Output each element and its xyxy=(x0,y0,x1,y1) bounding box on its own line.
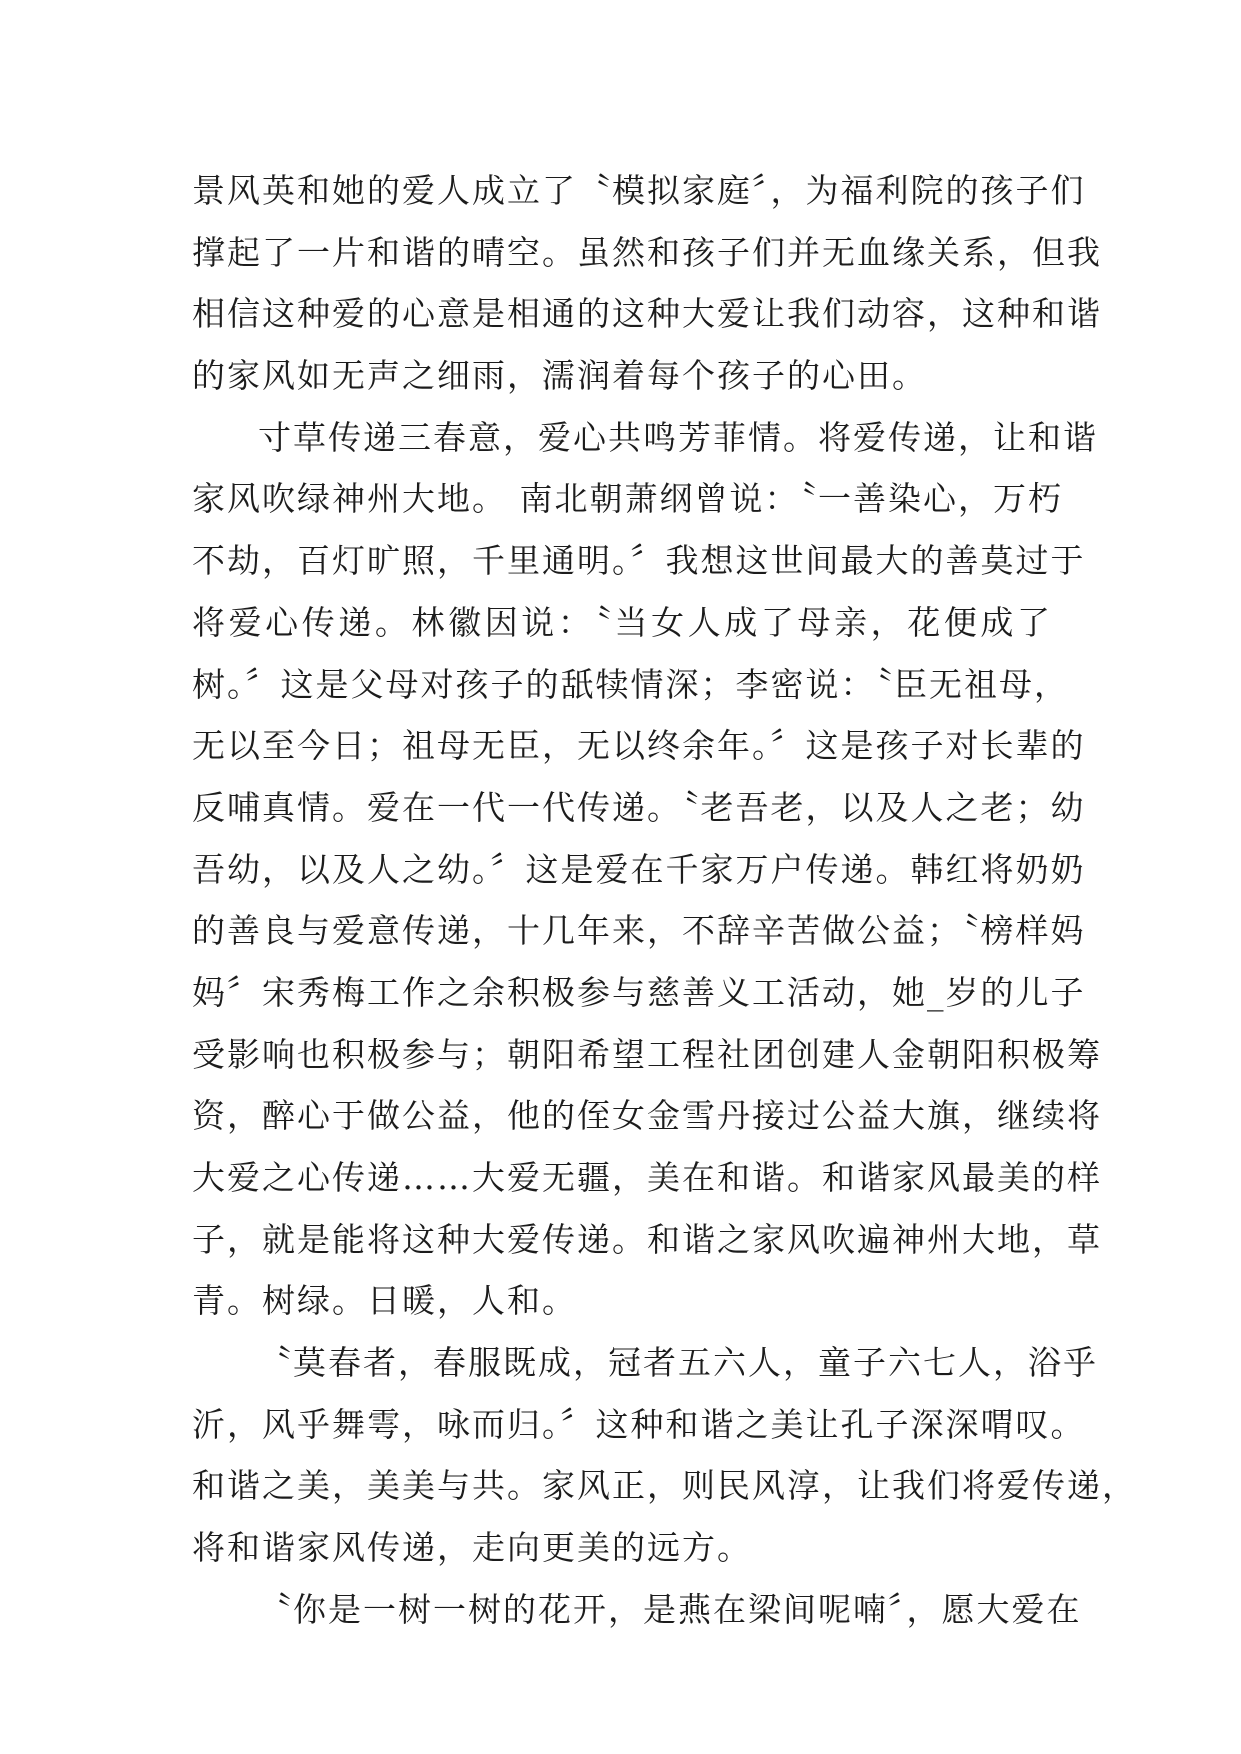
text-line: 受影响也积极参与；朝阳希望工程社团创建人金朝阳积极筹 xyxy=(192,1034,1102,1074)
text-line: 子，就是能将这种大爱传递。和谐之家风吹遍神州大地，草 xyxy=(192,1219,1102,1259)
text-line: 的善良与爱意传递，十几年来，不辞辛苦做公益；〝榜样妈 xyxy=(192,911,1086,951)
text-line: 撑起了一片和谐的晴空。虽然和孩子们并无血缘关系，但我 xyxy=(192,232,1102,272)
text-line: 沂，风乎舞雩，咏而归。〞这种和谐之美让孔子深深喟叹。 xyxy=(192,1404,1086,1444)
text-line: 妈〞宋秀梅工作之余积极参与慈善义工活动，她_岁的儿子 xyxy=(192,972,1086,1012)
text-line: 将和谐家风传递，走向更美的远方。 xyxy=(192,1528,752,1568)
body-text xyxy=(192,160,1137,1641)
text-line: 家风吹绿神州大地。 南北朝萧纲曾说：〝一善染心，万朽 xyxy=(192,479,1063,519)
text-line: 资，醉心于做公益，他的侄女金雪丹接过公益大旗，继续将 xyxy=(192,1096,1102,1136)
paragraph-first-line: 寸草传递三春意，爱心共鸣芳菲情。将爱传递，让和谐 xyxy=(258,417,1098,457)
text-line: 无以至今日；祖母无臣，无以终余年。〞这是孩子对长辈的 xyxy=(192,726,1086,766)
text-line: 将爱心传递。林徽因说：〝当女人成了母亲，花便成了 xyxy=(192,602,1052,642)
text-line: 反哺真情。爱在一代一代传递。〝老吾老，以及人之老；幼 xyxy=(192,787,1086,827)
text-line: 青。树绿。日暖，人和。 xyxy=(192,1281,577,1321)
paragraph-first-line: 〝你是一树一树的花开，是燕在梁间呢喃〞，愿大爱在 xyxy=(258,1589,1082,1629)
paragraph-first-line: 〝莫春者，春服既成，冠者五六人，童子六七人，浴乎 xyxy=(258,1343,1098,1383)
text-line: 的家风如无声之细雨，濡润着每个孩子的心田。 xyxy=(192,356,927,396)
text-line: 吾幼，以及人之幼。〞这是爱在千家万户传递。韩红将奶奶 xyxy=(192,849,1086,889)
text-line: 树。〞这是父母对孩子的舐犊情深；李密说：〝臣无祖母， xyxy=(192,664,1069,704)
text-line: 景风英和她的爱人成立了〝模拟家庭〞，为福利院的孩子们 xyxy=(192,171,1086,210)
text-line: 不劫，百灯旷照，千里通明。〞我想这世间最大的善莫过于 xyxy=(192,541,1086,581)
text-line: 相信这种爱的心意是相通的这种大爱让我们动容，这种和谐 xyxy=(192,294,1102,334)
text-line: 和谐之美，美美与共。家风正，则民风淳，让我们将爱传递， xyxy=(192,1466,1137,1506)
text-line: 大爱之心传递……大爱无疆，美在和谐。和谐家风最美的样 xyxy=(192,1158,1102,1197)
